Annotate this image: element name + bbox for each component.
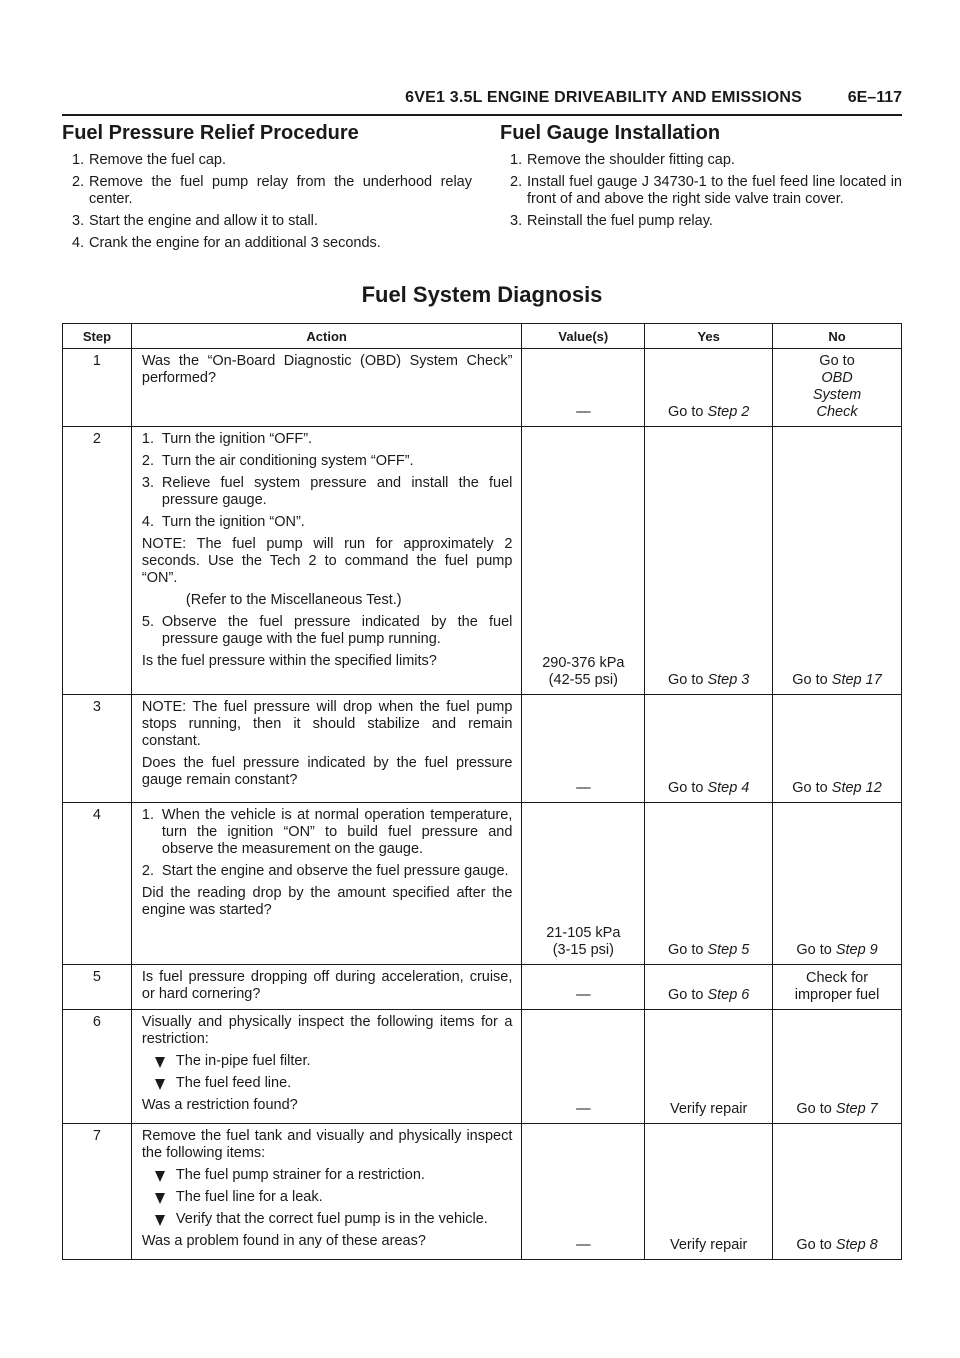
action-item	[142, 863, 513, 880]
relief-heading: Fuel Pressure Relief Procedure	[62, 122, 359, 144]
step-ref: Step 2	[707, 404, 750, 420]
question: Does the fuel pressure indicated by the fuel pressure gauge remain constant?	[141, 755, 513, 788]
step-ref: Step 7	[835, 1101, 878, 1117]
step-number: 2.	[72, 174, 85, 190]
go-to-label: Go to	[667, 672, 704, 688]
step-number: 2.	[510, 174, 523, 190]
step-ref: Step 3	[707, 672, 750, 688]
no-line: improper fuel	[794, 987, 880, 1003]
no-cell	[773, 349, 902, 427]
go-to-label: Go to	[667, 987, 704, 1003]
value-cell	[522, 803, 645, 965]
value-cell: —	[522, 349, 645, 427]
page-number: 6E–117	[847, 89, 902, 106]
question: Did the reading drop by the amount specified after the engine was started?	[141, 885, 513, 918]
action-item	[142, 514, 513, 531]
bullet-icon	[155, 1193, 165, 1204]
step-text: Remove the fuel cap.	[89, 152, 227, 168]
table-row	[63, 1010, 902, 1124]
go-to-label: Go to	[819, 353, 855, 369]
item-text: Observe the fuel pressure indicated by the fuel pressure gauge with the fuel pump running.	[161, 614, 513, 647]
value-kpa: 21-105 kPa	[546, 925, 621, 941]
bullet-text: The fuel pump strainer for a restriction.	[175, 1167, 425, 1183]
bullet-item	[142, 1075, 513, 1092]
step-ref: Step 8	[835, 1237, 878, 1253]
col-header-values: Value(s)	[522, 324, 645, 349]
step-ref: Step 4	[707, 780, 750, 796]
go-to-label: Go to	[792, 780, 828, 796]
item-text: Turn the ignition “OFF”.	[161, 431, 313, 447]
bullet-item	[142, 1189, 513, 1206]
obd-ref: OBD	[821, 370, 853, 386]
item-number: 2.	[141, 453, 154, 469]
table-row	[63, 965, 902, 1010]
question: Was the “On-Board Diagnostic (OBD) System Check” performed?	[141, 353, 513, 386]
intro: Remove the fuel tank and visually and physically inspect the following items:	[141, 1128, 513, 1161]
relief-step	[62, 152, 472, 169]
gauge-step	[500, 152, 902, 169]
step-number: 4.	[72, 235, 85, 251]
table-row	[63, 427, 902, 695]
step-cell: 4	[63, 803, 132, 965]
gauge-steps	[500, 152, 902, 230]
table-header-row	[63, 324, 902, 349]
gauge-step	[500, 174, 902, 208]
relief-procedure-section	[62, 122, 472, 257]
action-cell	[131, 695, 522, 803]
bullet-item	[142, 1053, 513, 1070]
col-header-action: Action	[131, 324, 522, 349]
diagnosis-title: Fuel System Diagnosis	[361, 282, 603, 307]
action-item	[142, 614, 513, 648]
col-header-yes: Yes	[645, 324, 773, 349]
step-ref: Step 5	[707, 942, 750, 958]
relief-step	[62, 235, 472, 252]
action-cell	[131, 965, 522, 1010]
item-text: Turn the air conditioning system “OFF”.	[161, 453, 414, 469]
go-to-label: Go to	[667, 942, 704, 958]
yes-cell: Verify repair	[645, 1124, 773, 1260]
item-text: Relieve fuel system pressure and install the fuel pressure gauge.	[161, 475, 513, 508]
col-header-step: Step	[63, 324, 132, 349]
gauge-step	[500, 213, 902, 230]
page-header	[62, 88, 902, 116]
step-number: 3.	[72, 213, 85, 229]
no-cell	[773, 803, 902, 965]
refer-note: (Refer to the Miscellaneous Test.)	[185, 592, 402, 608]
no-cell	[773, 427, 902, 695]
step-cell: 7	[63, 1124, 132, 1260]
question: Was a problem found in any of these areas?	[141, 1233, 426, 1249]
table-row	[63, 1124, 902, 1260]
value-cell: —	[522, 695, 645, 803]
step-cell: 5	[63, 965, 132, 1010]
step-ref: Step 6	[707, 987, 750, 1003]
action-item	[142, 475, 513, 509]
table-row	[63, 695, 902, 803]
header-title: 6VE1 3.5L ENGINE DRIVEABILITY AND EMISSIONS	[405, 89, 802, 106]
obd-ref: System	[812, 387, 862, 403]
step-text: Reinstall the fuel pump relay.	[527, 213, 713, 229]
item-number: 2.	[141, 863, 154, 879]
no-cell	[773, 1124, 902, 1260]
diagnosis-table	[62, 323, 902, 1260]
yes-cell	[645, 349, 773, 427]
step-number: 1.	[510, 152, 523, 168]
value-kpa: 290-376 kPa	[542, 655, 625, 671]
gauge-installation-section	[500, 122, 902, 235]
item-number: 1.	[141, 431, 154, 447]
bullet-icon	[155, 1171, 165, 1182]
table-row	[63, 349, 902, 427]
go-to-label: Go to	[796, 1101, 832, 1117]
item-text: Start the engine and observe the fuel pressure gauge.	[161, 863, 509, 879]
relief-steps	[62, 152, 472, 252]
table-row	[63, 803, 902, 965]
yes-cell	[645, 695, 773, 803]
go-to-label: Go to	[667, 404, 704, 420]
step-cell: 2	[63, 427, 132, 695]
action-cell	[131, 349, 522, 427]
yes-cell	[645, 803, 773, 965]
item-number: 4.	[141, 514, 154, 530]
step-text: Crank the engine for an additional 3 seconds.	[89, 235, 381, 251]
step-text: Start the engine and allow it to stall.	[89, 213, 318, 229]
gauge-heading: Fuel Gauge Installation	[500, 122, 721, 144]
col-header-no: No	[773, 324, 902, 349]
relief-step	[62, 213, 472, 230]
bullet-text: Verify that the correct fuel pump is in the vehicle.	[175, 1211, 488, 1227]
step-cell: 3	[63, 695, 132, 803]
go-to-label: Go to	[796, 942, 832, 958]
value-cell: —	[522, 965, 645, 1010]
step-number: 3.	[510, 213, 523, 229]
step-cell: 1	[63, 349, 132, 427]
bullet-icon	[155, 1079, 165, 1090]
step-text: Install fuel gauge J 34730-1 to the fuel feed line located in front of and above the right side valve train cover.	[527, 174, 902, 207]
item-number: 1.	[141, 807, 154, 823]
no-line: Check for	[806, 970, 869, 986]
bullet-item	[142, 1211, 513, 1228]
go-to-label: Go to	[792, 672, 828, 688]
bullet-icon	[155, 1057, 165, 1068]
bullet-text: The fuel feed line.	[175, 1075, 292, 1091]
bullet-item	[142, 1167, 513, 1184]
obd-ref: Check	[816, 404, 858, 420]
no-cell	[773, 965, 902, 1010]
item-number: 5.	[141, 614, 154, 630]
value-cell	[522, 427, 645, 695]
value-psi: (3-15 psi)	[552, 942, 614, 958]
step-number: 1.	[72, 152, 85, 168]
action-cell	[131, 1124, 522, 1260]
go-to-label: Go to	[796, 1237, 832, 1253]
step-ref: Step 9	[835, 942, 878, 958]
action-item	[142, 807, 513, 858]
action-cell	[131, 803, 522, 965]
question: Is fuel pressure dropping off during acceleration, cruise, or hard cornering?	[141, 969, 513, 1002]
bullet-icon	[155, 1215, 165, 1226]
step-cell: 6	[63, 1010, 132, 1124]
step-ref: Step 12	[831, 780, 882, 796]
value-psi: (42-55 psi)	[548, 672, 618, 688]
value-cell: —	[522, 1010, 645, 1124]
yes-cell: Verify repair	[645, 1010, 773, 1124]
note: NOTE: The fuel pump will run for approximately 2 seconds. Use the Tech 2 to command the fuel pump “ON”.	[141, 536, 513, 586]
item-text: When the vehicle is at normal operation temperature, turn the ignition “ON” to build fuel pressure and observe the measurement on the gauge.	[161, 807, 513, 857]
value-cell: —	[522, 1124, 645, 1260]
bullet-text: The fuel line for a leak.	[175, 1189, 323, 1205]
go-to-label: Go to	[667, 780, 704, 796]
step-ref: Step 17	[831, 672, 882, 688]
action-cell	[131, 1010, 522, 1124]
bullet-text: The in-pipe fuel filter.	[175, 1053, 311, 1069]
action-item	[142, 431, 513, 448]
question: Was a restriction found?	[141, 1097, 298, 1113]
step-text: Remove the shoulder fitting cap.	[527, 152, 735, 168]
step-text: Remove the fuel pump relay from the underhood relay center.	[89, 174, 472, 207]
note: NOTE: The fuel pressure will drop when the fuel pump stops running, then it should stabilize and remain constant.	[141, 699, 513, 749]
action-item	[142, 453, 513, 470]
question: Is the fuel pressure within the specified limits?	[141, 653, 437, 669]
item-number: 3.	[141, 475, 154, 491]
action-cell	[131, 427, 522, 695]
yes-cell	[645, 965, 773, 1010]
relief-step	[62, 174, 472, 208]
yes-cell	[645, 427, 773, 695]
no-cell	[773, 1010, 902, 1124]
item-text: Turn the ignition “ON”.	[161, 514, 305, 530]
intro: Visually and physically inspect the following items for a restriction:	[141, 1014, 513, 1047]
no-cell	[773, 695, 902, 803]
